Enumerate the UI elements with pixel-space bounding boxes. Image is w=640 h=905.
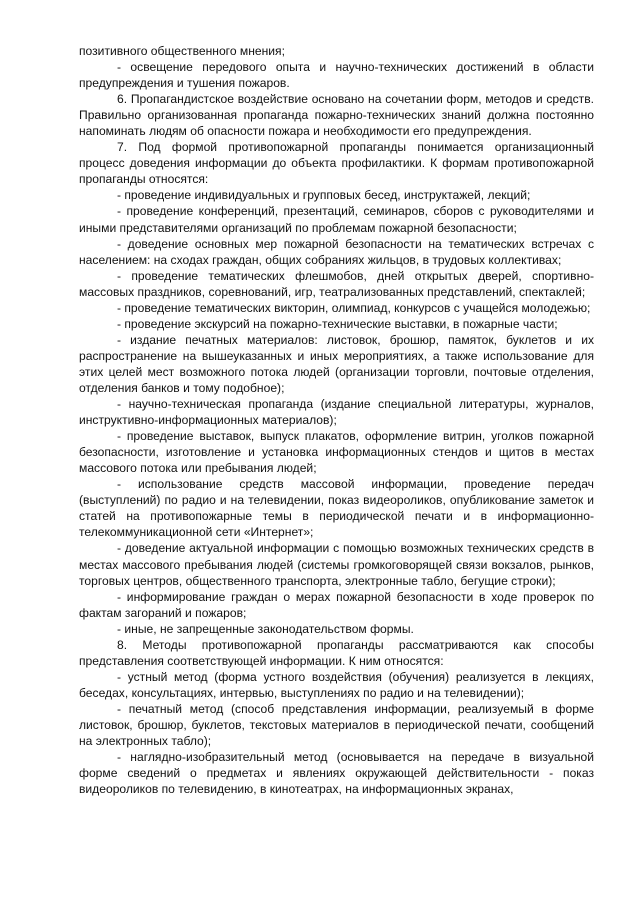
document-page [79,43,594,797]
paragraph-item: - освещение передового опыта и научно-технических достижений в области предупреждения и тушения пожаров. [79,60,594,91]
paragraph-numbered-8: 8. Методы противопожарной пропаганды рассматриваются как способы представления соответствующей информации. К ним относятся: [79,637,594,668]
paragraph-item: - доведение основных мер пожарной безопасности на тематических встречах с населением: на сходах граждан, общих собраниях жильцов, в трудовых коллективах; [79,236,594,267]
paragraph-item: - проведение выставок, выпуск плакатов, оформление витрин, уголков пожарной безопасности, изготовление и установка информационных стендов и щитов в местах массового потока или пребывания людей; [79,429,594,476]
paragraph-numbered-6: 6. Пропагандистское воздействие основано на сочетании форм, методов и средств. Правильно организованная пропаганда пожарно-технических знаний должна постоянно напоминать людям об опасности пожара и необходимости его предупреждения. [79,92,594,139]
paragraph-item: - использование средств массовой информации, проведение передач (выступлений) по радио и на телевидении, показ видеороликов, опубликование заметок и статей на противопожарные темы в периодической печати и в информационно-телекоммуникационной сети «Интернет»; [79,477,594,540]
paragraph-item: - проведение тематических викторин, олимпиад, конкурсов с учащейся молодежью; [117,300,591,315]
paragraph-numbered-7: 7. Под формой противопожарной пропаганды понимается организационный процесс доведения информации до объекта профилактики. К формам противопожарной пропаганды относятся: [79,140,594,187]
paragraph-item: - иные, не запрещенные законодательством формы. [117,621,414,636]
paragraph-item: - наглядно-изобразительный метод (основывается на передаче в визуальной форме сведений о предметах и явлениях окружающей действительности - показ видеороликов по телевидению, в кинотеатрах, на информационных экранах, [79,750,594,797]
paragraph-item: - научно-техническая пропаганда (издание специальной литературы, журналов, инструктивно-информационных материалов); [79,397,594,428]
paragraph-item: - устный метод (форма устного воздействия (обучения) реализуется в лекциях, беседах, консультациях, интервью, выступлениях по радио и на телевидении); [79,669,594,700]
paragraph-item: - доведение актуальной информации с помощью возможных технических средств в местах массового пребывания людей (системы громкоговорящей связи вокзалов, рынков, торговых центров, общественного транспорта, электронные табло, бегущие строки); [79,541,594,588]
paragraph-item: - проведение конференций, презентаций, семинаров, сборов с руководителями и иными представителями организаций по проблемам пожарной безопасности; [79,204,594,235]
paragraph-item: - издание печатных материалов: листовок, брошюр, памяток, буклетов и их распространение на вышеуказанных и иных мероприятиях, а также использование для этих целей мест возможного потока людей (организации торговли, почтовые отделения, отделения банков и тому подобное); [79,332,594,395]
paragraph-item: - проведение индивидуальных и групповых бесед, инструктажей, лекций; [117,188,531,203]
paragraph-item: - информирование граждан о мерах пожарной безопасности в ходе проверок по фактам загораний и пожаров; [79,589,594,620]
paragraph-continuation: позитивного общественного мнения; [79,44,285,58]
paragraph-item: - печатный метод (способ представления информации, реализуемый в форме листовок, брошюр, буклетов, текстовых материалов в периодической печати, сообщений на электронных табло); [79,701,594,749]
paragraph-item: - проведение тематических флешмобов, дней открытых дверей, спортивно-массовых праздников, соревнований, игр, театрализованных представлений, спектаклей; [79,268,594,299]
paragraph-item: - проведение экскурсий на пожарно-технические выставки, в пожарные части; [117,316,558,331]
